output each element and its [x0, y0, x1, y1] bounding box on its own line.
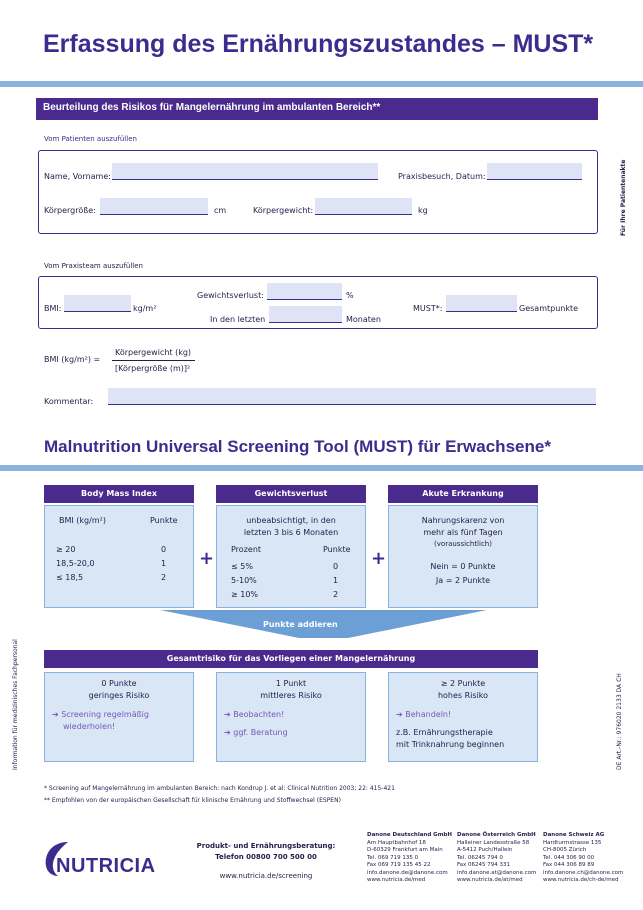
risk-high-action: mit Trinknahrung beginnen: [396, 740, 505, 749]
weight-row-points: 0: [333, 562, 339, 571]
must-label: MUST*:: [413, 304, 443, 313]
risk-mid-title: 1 Punkt: [275, 679, 307, 688]
address-de-line: D-60329 Frankfurt am Main: [367, 847, 443, 853]
weight-row-points: 1: [333, 576, 339, 585]
address-at-line: Halleiner Landesstraße 58: [457, 839, 530, 846]
acute-line2: mehr als fünf Tagen: [423, 528, 503, 537]
address-at-company: Danone Österreich GmbH: [457, 832, 536, 838]
address-at-line[interactable]: www.nutricia.de/at/med: [457, 877, 523, 883]
risk-low-action: wiederholen!: [63, 722, 116, 731]
risk-mid-action: ➔ Beobachten!: [224, 710, 285, 719]
weight-loss-unit: %: [346, 291, 354, 300]
footnote-2: ** Empfohlen von der europäischen Gesellschaft für klinische Ernährung und Stoffwechsel (ESPEN): [44, 797, 341, 804]
address-at-line: Fax 06245 794 331: [457, 862, 511, 868]
address-ch-company: Danone Schweiz AG: [543, 832, 605, 838]
nutricia-logo: NUTRICIA: [56, 855, 156, 877]
address-at-line[interactable]: info.danone.at@danone.com: [457, 869, 537, 876]
must-field[interactable]: [446, 295, 517, 312]
weight-row-range: ≤ 5%: [231, 562, 253, 571]
bmi-row-points: 1: [161, 559, 167, 568]
address-de: [367, 832, 452, 885]
risk-low-subtitle: geringes Risiko: [88, 691, 150, 700]
bmi-unit: kg/m²: [133, 304, 157, 313]
months-unit: Monaten: [346, 315, 381, 324]
address-ch-line: Tel. 044 306 90 00: [543, 854, 595, 861]
visit-date-field[interactable]: [487, 163, 582, 180]
height-field[interactable]: [100, 198, 208, 215]
weight-label: Körpergewicht:: [253, 206, 314, 215]
divider-middle: [0, 465, 643, 471]
weight-col-points: Punkte: [323, 545, 351, 554]
bmi-col-points: Punkte: [150, 516, 178, 525]
risk-low-action: ➔ Screening regelmäßig: [52, 710, 149, 719]
side-note-professionals: Information für medizinisches Fachpersonal: [12, 639, 19, 770]
screening-link[interactable]: www.nutricia.de/screening: [219, 872, 313, 880]
hotline-label: Produkt- und Ernährungsberatung:: [196, 842, 336, 850]
address-ch-line[interactable]: www.nutricia.de/ch-de/med: [543, 877, 619, 883]
months-field[interactable]: [269, 306, 342, 323]
bmi-formula-line: [112, 360, 195, 361]
bmi-row-points: 2: [161, 573, 167, 582]
weight-row-range: 5-10%: [231, 576, 257, 585]
bmi-formula-label: BMI (kg/m²) =: [44, 355, 101, 364]
hotline-phone: Telefon 00800 700 500 00: [215, 853, 317, 861]
visit-date-label: Praxisbesuch, Datum:: [398, 172, 486, 181]
comment-label: Kommentar:: [44, 397, 94, 406]
acute-yes: Ja = 2 Punkte: [435, 576, 491, 585]
weight-field[interactable]: [315, 198, 412, 215]
bmi-row-range: ≤ 18,5: [56, 573, 84, 582]
team-section-label: Vom Praxisteam auszufüllen: [44, 262, 143, 270]
comment-field[interactable]: [108, 388, 596, 405]
add-points-label: Punkte addieren: [263, 620, 338, 629]
risk-high-subtitle: hohes Risiko: [437, 691, 489, 700]
patient-section-label: Vom Patienten auszufüllen: [44, 135, 137, 143]
add-points-funnel: [0, 610, 643, 650]
risk-mid-subtitle: mittleres Risiko: [260, 691, 322, 700]
risk-mid-action: ➔ ggf. Beratung: [224, 728, 288, 737]
address-ch-line: Hardturmstrasse 135: [543, 839, 602, 846]
bmi-formula-denominator: [Körpergröße (m)]²: [115, 364, 191, 373]
address-at-line: Tel. 06245 794 0: [457, 854, 503, 861]
risk-high-action: ➔ Behandeln!: [396, 710, 452, 719]
address-at-line: A-5412 Puch/Hallein: [457, 847, 513, 853]
must-title: Malnutrition Universal Screening Tool (MUST) für Erwachsene*: [44, 437, 551, 456]
bmi-row-range: 18,5-20,0: [56, 559, 95, 568]
weight-row-range: ≥ 10%: [231, 590, 259, 599]
address-ch-line[interactable]: info.danone.ch@danone.com: [543, 869, 624, 876]
bmi-row-range: ≥ 20: [56, 545, 76, 554]
risk-high-action: z.B. Ernährungstherapie: [396, 728, 493, 737]
weight-row-points: 2: [333, 590, 339, 599]
bmi-col-range: BMI (kg/m²): [59, 516, 106, 525]
weight-box-header: Gewichtsverlust: [216, 485, 366, 503]
risk-high-title: ≥ 2 Punkte: [440, 679, 486, 688]
acute-line3: (voraussichtlich): [434, 540, 492, 548]
address-de-line[interactable]: www.nutricia.de/med: [367, 877, 426, 883]
name-label: Name, Vorname:: [44, 172, 111, 181]
address-de-line: Tel. 069 719 135 0: [367, 854, 419, 861]
risk-low-title: 0 Punkte: [101, 679, 137, 688]
acute-box-header: Akute Erkrankung: [388, 485, 538, 503]
total-points-label: Gesamtpunkte: [519, 304, 579, 313]
last-months-label: In den letzten: [210, 315, 266, 324]
name-field[interactable]: [112, 163, 378, 180]
plus-sign: +: [371, 548, 387, 569]
plus-sign: +: [199, 548, 215, 569]
divider-top: [0, 81, 643, 87]
acute-line1: Nahrungskarenz von: [421, 516, 505, 525]
bmi-formula-numerator: Körpergewicht (kg): [115, 348, 192, 357]
address-de-line: Am Hauptbahnhof 18: [367, 839, 426, 846]
bmi-field[interactable]: [64, 295, 131, 312]
address-ch: [543, 832, 623, 885]
bmi-label: BMI:: [44, 304, 62, 313]
bmi-row-points: 0: [161, 545, 167, 554]
address-de-line[interactable]: info.danone.de@danone.com: [367, 869, 448, 876]
weight-box-line1: unbeabsichtigt, in den: [246, 516, 336, 525]
risk-header: Gesamtrisiko für das Vorliegen einer Mangelernährung: [44, 650, 538, 668]
height-label: Körpergröße:: [44, 206, 96, 215]
weight-col-range: Prozent: [231, 545, 262, 554]
page-title: Erfassung des Ernährungszustandes – MUST*: [43, 30, 594, 58]
height-unit: cm: [214, 206, 227, 215]
section-risk-title: Beurteilung des Risikos für Mangelernährung im ambulanten Bereich**: [43, 102, 381, 113]
weight-unit: kg: [418, 206, 428, 215]
acute-no: Nein = 0 Punkte: [430, 562, 496, 571]
weight-box-line2: letzten 3 bis 6 Monaten: [243, 528, 339, 537]
side-note-patient-file: Für Ihre Patientenakte: [620, 159, 627, 236]
address-ch-line: CH-8005 Zürich: [543, 847, 587, 853]
address-de-line: Fax 069 719 135 45 22: [367, 862, 431, 868]
address-at: [457, 832, 536, 885]
side-note-article-number: DE Art.-Nr.: 976020 2133 DA CH: [616, 673, 623, 770]
address-de-company: Danone Deutschland GmbH: [367, 832, 452, 838]
footnote-1: * Screening auf Mangelernährung im ambulanten Bereich: nach Kondrup J. et al: Clinical Nutrition 2003; 22: 415-421: [44, 785, 395, 792]
weight-loss-field[interactable]: [267, 283, 342, 300]
address-ch-line: Fax 044 306 89 89: [543, 862, 595, 868]
weight-loss-label: Gewichtsverlust:: [197, 291, 264, 300]
bmi-box-header: Body Mass Index: [44, 485, 194, 503]
